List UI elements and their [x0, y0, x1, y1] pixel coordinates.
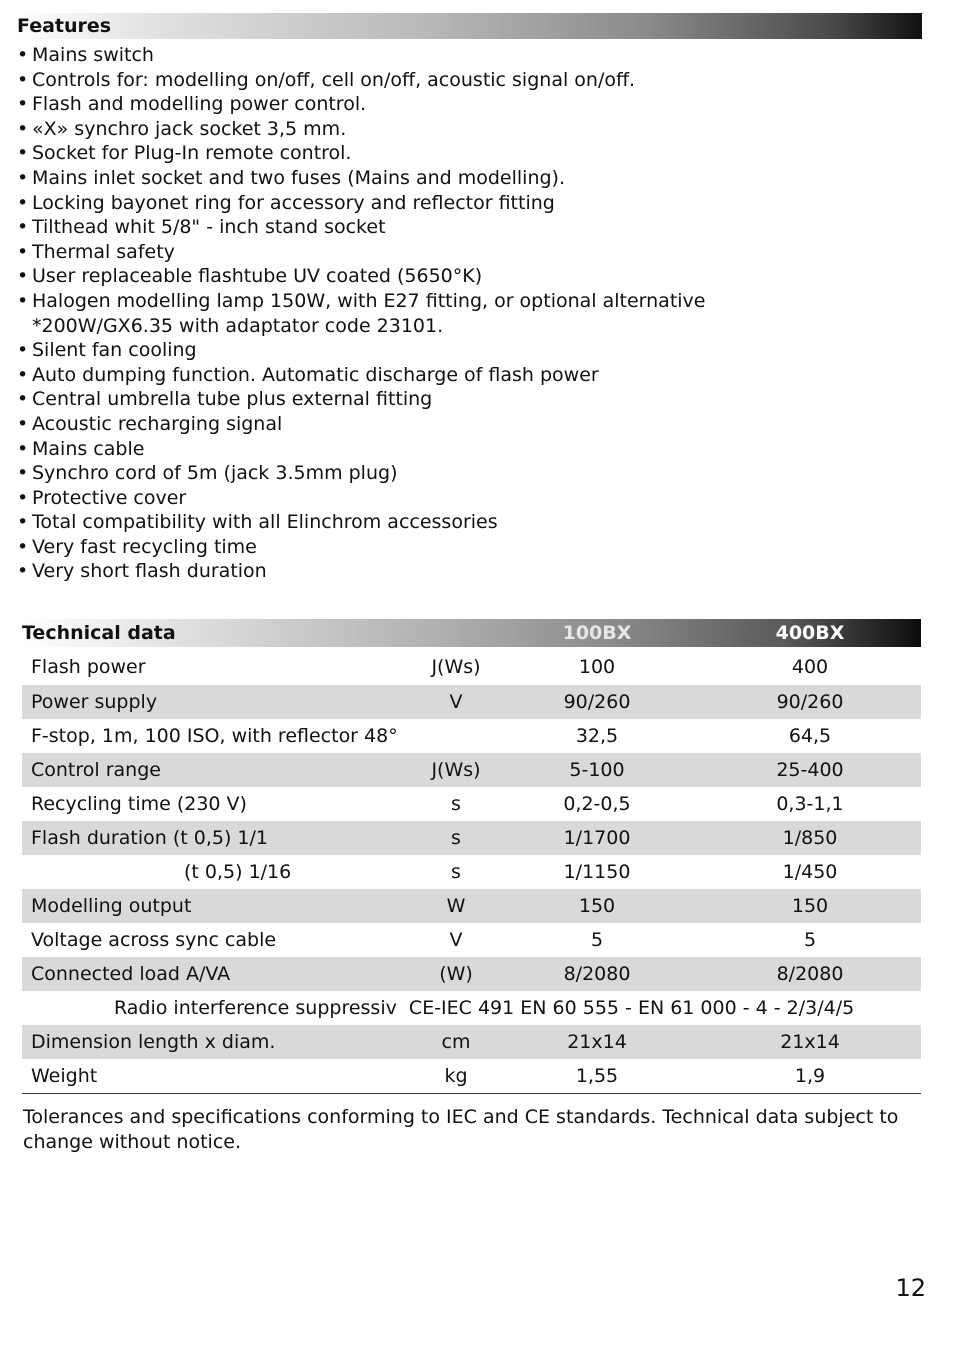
table-row	[22, 1025, 921, 1059]
feature-item: • Flash and modelling power control.	[17, 92, 917, 117]
feature-item: • Acoustic recharging signal	[17, 412, 917, 437]
row-value-100bx: 1/1700	[563, 827, 631, 849]
feature-item: • Controls for: modelling on/off, cell on/off, acoustic signal on/off.	[17, 68, 917, 93]
row-value-100bx: 150	[578, 895, 616, 917]
table-row	[22, 685, 921, 719]
row-label: Power supply	[31, 691, 158, 713]
feature-item: • Mains switch	[17, 43, 917, 68]
features-title: Features	[17, 15, 112, 37]
feature-item: • Socket for Plug-In remote control.	[17, 141, 917, 166]
row-unit: cm	[441, 1031, 471, 1053]
row-label: Weight	[31, 1065, 98, 1087]
row-label: Flash duration (t 0,5) 1/1	[31, 827, 268, 849]
row-value-100bx: 5-100	[569, 759, 625, 781]
row-value-100bx: 1/1150	[563, 861, 631, 883]
feature-item: • Locking bayonet ring for accessory and reflector fitting	[17, 191, 917, 216]
feature-item: • Halogen modelling lamp 150W, with E27 fitting, or optional alternative *200W/GX6.35 with adaptator code 23101.	[17, 289, 917, 338]
row-label: Modelling output	[31, 895, 192, 917]
row-unit: J(Ws)	[431, 759, 481, 781]
feature-item: • Protective cover	[17, 486, 917, 511]
table-row	[22, 719, 921, 753]
technical-data-table	[22, 619, 921, 1094]
row-value-400bx: 1/450	[782, 861, 838, 883]
row-value-400bx: 90/260	[776, 691, 844, 713]
feature-item: • Very fast recycling time	[17, 535, 917, 560]
tolerances-note: Tolerances and specifications conforming to IEC and CE standards. Technical data subject to change without notice.	[23, 1106, 899, 1153]
row-value-400bx: 1,9	[794, 1065, 826, 1087]
row-value-100bx: 21x14	[567, 1031, 627, 1053]
row-value-100bx: 1,55	[575, 1065, 619, 1087]
technical-data-header	[22, 619, 921, 647]
feature-item: • Very short flash duration	[17, 559, 917, 584]
row-label: Dimension length x diam.	[31, 1031, 276, 1053]
table-row	[22, 889, 921, 923]
row-value-400bx: 400	[791, 656, 829, 678]
row-unit: V	[449, 929, 463, 951]
table-row	[22, 991, 921, 1025]
row-value-100bx: 8/2080	[563, 963, 631, 985]
feature-item: • User replaceable flashtube UV coated (5650°K)	[17, 264, 917, 289]
feature-item: • Central umbrella tube plus external fitting	[17, 387, 917, 412]
row-value-100bx: 0,2-0,5	[563, 793, 631, 815]
row-value-400bx: 0,3-1,1	[776, 793, 844, 815]
row-label: F-stop, 1m, 100 ISO, with reflector 48°	[31, 725, 398, 747]
row-value-400bx: 64,5	[788, 725, 832, 747]
row-label: Connected load A/VA	[31, 963, 231, 985]
row-value-400bx: 8/2080	[776, 963, 844, 985]
row-label: Voltage across sync cable	[31, 929, 277, 951]
row-value-100bx: 5	[590, 929, 604, 951]
feature-item: • Synchro cord of 5m (jack 3.5mm plug)	[17, 461, 917, 486]
features-list	[17, 43, 917, 584]
feature-item: • Thermal safety	[17, 240, 917, 265]
row-value-100bx: 90/260	[563, 691, 631, 713]
row-unit: (W)	[439, 963, 473, 985]
row-unit: s	[451, 827, 461, 849]
feature-item: • Auto dumping function. Automatic discharge of flash power	[17, 363, 917, 388]
table-row	[22, 647, 921, 685]
table-row	[22, 1059, 921, 1094]
row-value-400bx: 25-400	[776, 759, 844, 781]
feature-item: • Mains cable	[17, 437, 917, 462]
row-value-100bx: 100	[578, 656, 616, 678]
page-number: 12	[895, 1274, 926, 1302]
row-value-100bx: 32,5	[575, 725, 619, 747]
row-value-400bx: 21x14	[780, 1031, 840, 1053]
feature-item: • Total compatibility with all Elinchrom accessories	[17, 510, 917, 535]
model-100bx-header: 100BX	[562, 622, 632, 644]
feature-item: • Silent fan cooling	[17, 338, 917, 363]
row-label: Control range	[31, 759, 161, 781]
row-label: Flash power	[31, 656, 146, 678]
table-row	[22, 753, 921, 787]
row-unit: W	[446, 895, 466, 917]
row-value-400bx: 150	[791, 895, 829, 917]
radio-interference-text: Radio interference suppressiv CE-IEC 491 EN 60 555 - EN 61 000 - 4 - 2/3/4/5	[114, 997, 855, 1019]
row-unit: s	[451, 861, 461, 883]
row-unit: kg	[444, 1065, 468, 1087]
row-value-400bx: 1/850	[782, 827, 838, 849]
feature-item: • Mains inlet socket and two fuses (Mains and modelling).	[17, 166, 917, 191]
row-unit: V	[449, 691, 463, 713]
technical-data-title: Technical data	[22, 622, 176, 644]
row-unit: J(Ws)	[431, 656, 481, 678]
row-label: Recycling time (230 V)	[31, 793, 247, 815]
table-row	[22, 821, 921, 855]
model-400bx-header: 400BX	[775, 622, 845, 644]
row-unit: s	[451, 793, 461, 815]
table-row	[22, 923, 921, 957]
features-header	[14, 13, 922, 39]
table-row	[22, 855, 921, 889]
row-label: (t 0,5) 1/16	[184, 861, 292, 883]
table-row	[22, 787, 921, 821]
feature-item: • Tilthead whit 5/8" - inch stand socket	[17, 215, 917, 240]
feature-item: • «X» synchro jack socket 3,5 mm.	[17, 117, 917, 142]
table-row	[22, 957, 921, 991]
row-value-400bx: 5	[803, 929, 817, 951]
